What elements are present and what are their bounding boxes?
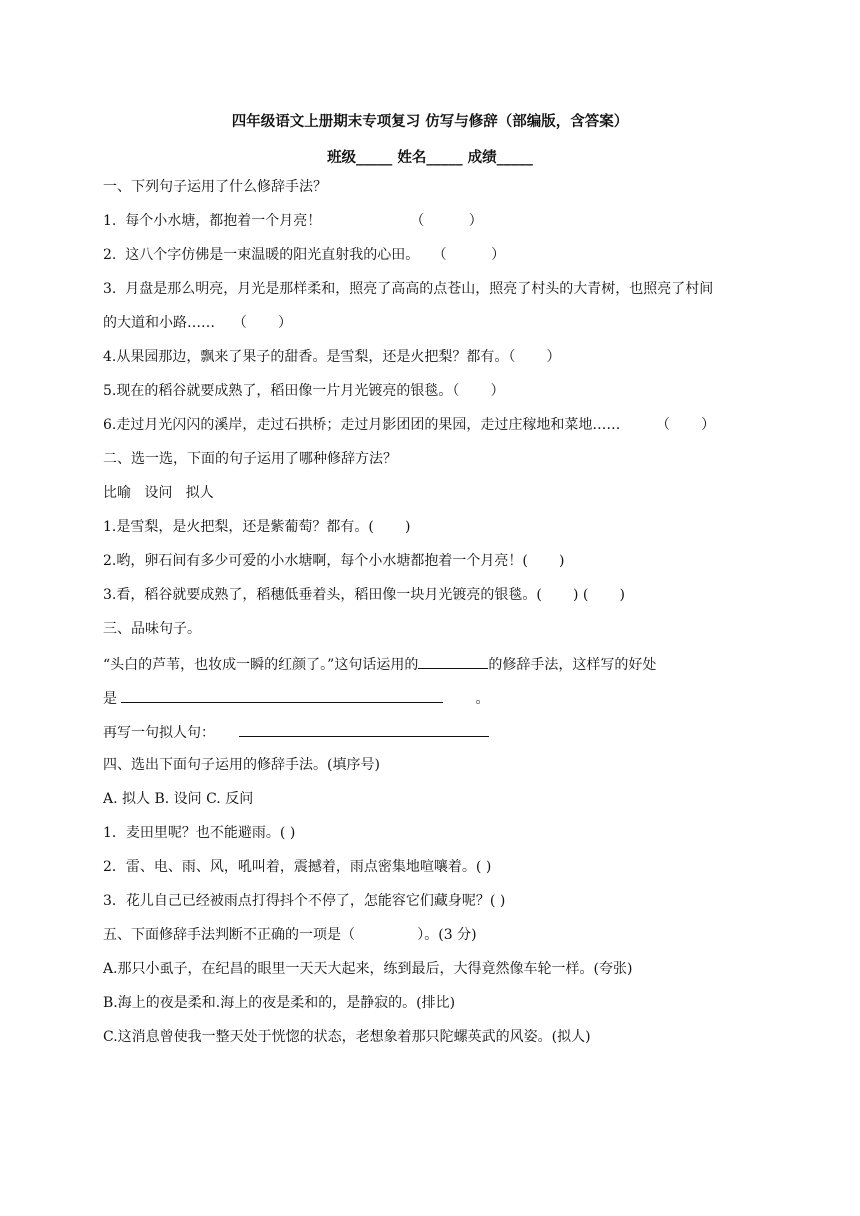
s2-options: 比喻 设问 拟人 — [103, 485, 214, 501]
s1-question-2: 2. 这八个字仿佛是一束温暖的阳光直射我的心田。 （ ） — [103, 247, 506, 263]
s3-sentence-tail: 的修辞手法，这样写的好处 — [488, 657, 657, 673]
s3-write-line — [103, 722, 770, 742]
s1-question-4: 4.从果园那边，飘来了果子的甜香。是雪梨，还是火把梨？都有。（ ） — [103, 349, 561, 365]
s1-question-3-line-2: 的大道和小路…… （ ） — [103, 315, 292, 331]
s3-sentence-text: “头白的芦苇，也妆成一瞬的红颜了。”这句话运用的 — [103, 657, 419, 673]
s3-sentence-line — [103, 654, 770, 674]
section-4-heading: 四、选出下面句子运用的修辞手法。(填序号) — [103, 757, 380, 773]
s5-option-a: A.那只小虱子，在纪昌的眼里一天天大起来，练到最后，大得竟然像车轮一样。(夸张) — [103, 961, 633, 977]
s4-question-3: 3．花儿自己已经被雨点打得抖个不停了，怎能容它们藏身呢？( ) — [103, 893, 506, 909]
s3-benefit-end: 。 — [475, 691, 490, 707]
s1-question-3-line-1: 3. 月盘是那么明亮，月光是那样柔和，照亮了高高的点苍山，照亮了村头的大青树，也照亮了村间 — [103, 281, 714, 297]
s3-write-label: 再写一句拟人句： — [103, 725, 215, 741]
s3-benefit-label: 是 — [103, 691, 122, 707]
page-title: 四年级语文上册期末专项复习 仿写与修辞（部编版，含答案） — [231, 114, 629, 130]
section-2-heading: 二、选一选，下面的句子运用了哪种修辞方法？ — [103, 451, 397, 467]
s1-question-6: 6.走过月光闪闪的溪岸，走过石拱桥；走过月影团团的果园，走过庄稼地和菜地…… （ ） — [103, 417, 716, 433]
answer-blank-rhetoric[interactable] — [418, 654, 488, 669]
answer-blank-personification[interactable] — [239, 722, 489, 737]
s3-benefit-line — [103, 688, 770, 708]
section-3-heading: 三、品味句子。 — [103, 621, 201, 637]
s1-question-5: 5.现在的稻谷就要成熟了，稻田像一片月光镀亮的银毯。（ ） — [103, 383, 505, 399]
s4-question-1: 1．麦田里呢？也不能避雨。( ) — [103, 825, 296, 841]
s2-question-1: 1.是雪梨，是火把梨，还是紫葡萄？都有。( ) — [103, 519, 411, 535]
s5-option-c: C.这消息曾使我一整天处于恍惚的状态，老想象着那只陀螺英武的风姿。(拟人) — [103, 1029, 591, 1045]
student-info-line: 班级_____ 姓名_____ 成绩_____ — [327, 150, 533, 166]
answer-blank-benefit[interactable] — [121, 688, 443, 703]
s2-question-3: 3.看，稻谷就要成熟了，稻穗低垂着头，稻田像一块月光镀亮的银毯。( ) ( ) — [103, 587, 625, 603]
s4-question-2: 2．雷、电、雨、风，吼叫着，震撼着，雨点密集地喧嚷着。( ) — [103, 859, 492, 875]
s1-question-1: 1. 每个小水塘，都抱着一个月亮！ （ ） — [103, 213, 483, 229]
section-1-heading: 一、下列句子运用了什么修辞手法？ — [103, 179, 327, 195]
s5-option-b: B.海上的夜是柔和.海上的夜是柔和的，是静寂的。(排比) — [103, 995, 456, 1011]
s2-question-2: 2.哟，卵石间有多少可爱的小水塘啊，每个小水塘都抱着一个月亮！( ) — [103, 553, 565, 569]
s4-options: A. 拟人 B. 设问 C. 反问 — [103, 791, 254, 807]
section-5-heading: 五、下面修辞手法判断不正确的一项是（ ）。(3 分) — [103, 927, 477, 943]
